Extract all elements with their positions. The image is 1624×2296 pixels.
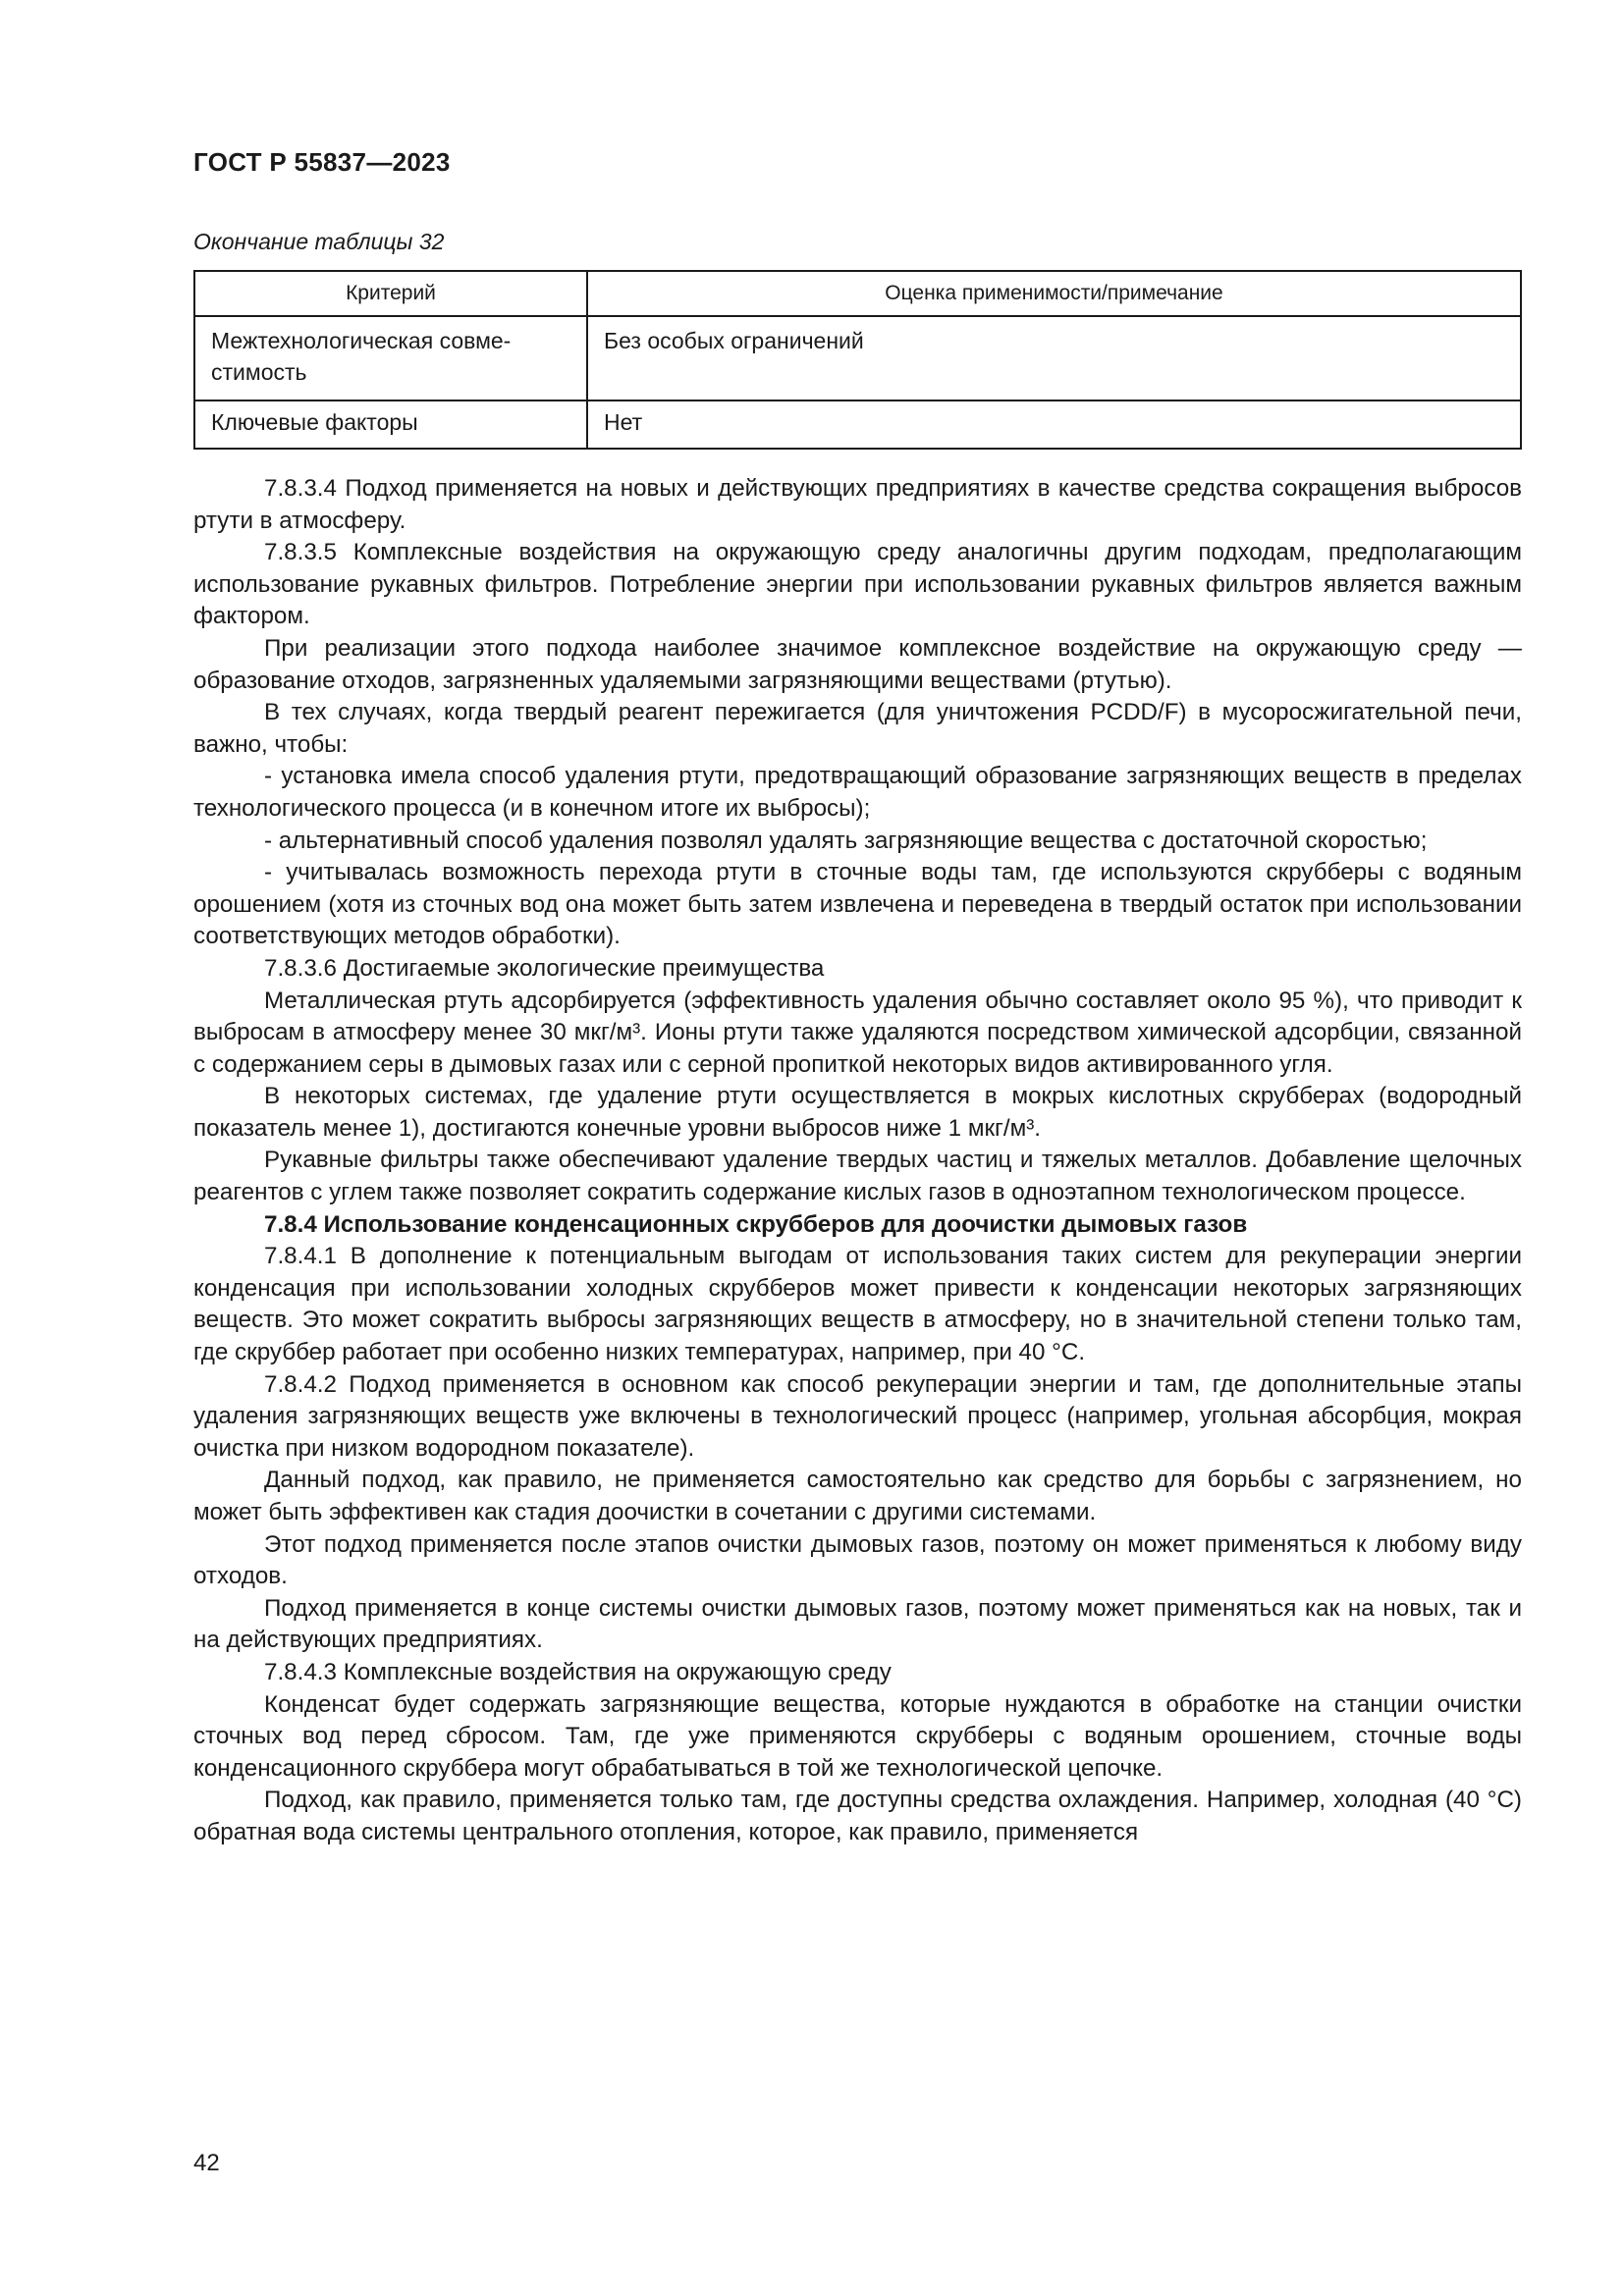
- table-header-row: [194, 271, 1521, 316]
- list-item: - установка имела способ удаления ртути, предотвращающий образование загрязняющих веществ в пределах технологического процесса (и в конечном итоге их выбросы);: [193, 763, 1522, 822]
- page-number: 42: [193, 2150, 220, 2176]
- table-row: [194, 316, 1521, 400]
- paragraph: 7.8.4.3 Комплексные воздействия на окружающую среду: [264, 1658, 892, 1685]
- table-cell: Межтехнологическая совме- стимость: [194, 316, 587, 400]
- paragraph: В тех случаях, когда твердый реагент пережигается (для уничтожения PCDD/F) в мусоросжигательной печи, важно, чтобы:: [193, 699, 1522, 758]
- body-text: [193, 473, 1522, 1849]
- list-item: - альтернативный способ удаления позволял удалять загрязняющие вещества с достаточной скоростью;: [264, 827, 1428, 854]
- paragraph: Рукавные фильтры также обеспечивают удаление твердых частиц и тяжелых металлов. Добавление щелочных реагентов с углем также позволяет сократить содержание кислых газов в одноэтапном технологическом процессе.: [193, 1147, 1522, 1206]
- paragraph: 7.8.4.2 Подход применяется в основном как способ рекуперации энергии и там, где дополнительные этапы удаления загрязняющих веществ уже включены в технологический процесс (например, угольная абсорбция, мокрая очистка при низком водородном показателе).: [193, 1370, 1522, 1462]
- paragraph: Этот подход применяется после этапов очистки дымовых газов, поэтому он может применяться к любому виду отходов.: [193, 1530, 1522, 1590]
- paragraph: 7.8.4.1 В дополнение к потенциальным выгодам от использования таких систем для рекуперации энергии конденсация при использовании холодных скрубберов может привести к конденсации некоторых загрязняющих веществ. Это может сократить выбросы загрязняющих веществ в атмосферу, но в значительной степени только там, где скруббер работает при особенно низких температурах, например, при 40 °С.: [193, 1243, 1522, 1366]
- paragraph: 7.8.3.6 Достигаемые экологические преимущества: [264, 954, 825, 982]
- paragraph: Данный подход, как правило, не применяется самостоятельно как средство для борьбы с загрязнением, но может быть эффективен как стадия доочистки в сочетании с другими системами.: [193, 1467, 1522, 1525]
- table-row: [194, 400, 1521, 449]
- paragraph: Подход применяется в конце системы очистки дымовых газов, поэтому может применяться как на новых, так и на действующих предприятиях.: [193, 1594, 1522, 1654]
- paragraph: Подход, как правило, применяется только там, где доступны средства охлаждения. Например, холодная (40 °С) обратная вода системы центрального отопления, которое, как правило, применяется: [193, 1787, 1522, 1845]
- paragraph: Конденсат будет содержать загрязняющие вещества, которые нуждаются в обработке на станции очистки сточных вод перед сбросом. Там, где уже применяются скрубберы с водяным орошением, сточные воды конденсационного скруббера могут обрабатываться в той же технологической цепочке.: [193, 1690, 1522, 1782]
- column-header-assessment: Оценка применимости/примечание: [587, 271, 1521, 316]
- column-header-criterion: Критерий: [194, 271, 587, 316]
- paragraph: При реализации этого подхода наиболее значимое комплексное воздействие на окружающую среду — образование отходов, загрязненных удаляемыми загрязняющими веществами (ртутью).: [193, 634, 1522, 694]
- table-caption: Окончание таблицы 32: [193, 229, 445, 254]
- list-item: - учитывалась возможность перехода ртути в сточные воды там, где используются скрубберы с водяным орошением (хотя из сточных вод она может быть затем извлечена и переведена в твердый остаток при использовании соответствующих методов обработки).: [193, 859, 1522, 950]
- table-cell: Нет: [587, 400, 1521, 449]
- document-header: ГОСТ Р 55837—2023: [193, 147, 451, 177]
- criteria-table: [193, 270, 1522, 450]
- paragraph: В некоторых системах, где удаление ртути осуществляется в мокрых кислотных скрубберах (водородный показатель менее 1), достигаются конечные уровни выбросов ниже 1 мкг/м³.: [193, 1083, 1522, 1142]
- paragraph: 7.8.3.4 Подход применяется на новых и действующих предприятиях в качестве средства сокращения выбросов ртути в атмосферу.: [193, 475, 1522, 534]
- table-cell: Ключевые факторы: [194, 400, 587, 449]
- paragraph: Металлическая ртуть адсорбируется (эффективность удаления обычно составляет около 95 %), что приводит к выбросам в атмосферу менее 30 мкг/м³. Ионы ртути также удаляются посредством химической адсорбции, связанной с содержанием серы в дымовых газах или с серной пропиткой некоторых видов активированного угля.: [193, 987, 1522, 1078]
- table-cell: Без особых ограничений: [587, 316, 1521, 400]
- section-heading: 7.8.4 Использование конденсационных скрубберов для доочистки дымовых газов: [264, 1210, 1248, 1238]
- paragraph: 7.8.3.5 Комплексные воздействия на окружающую среду аналогичны другим подходам, предполагающим использование рукавных фильтров. Потребление энергии при использовании рукавных фильтров является важным фактором.: [193, 539, 1522, 630]
